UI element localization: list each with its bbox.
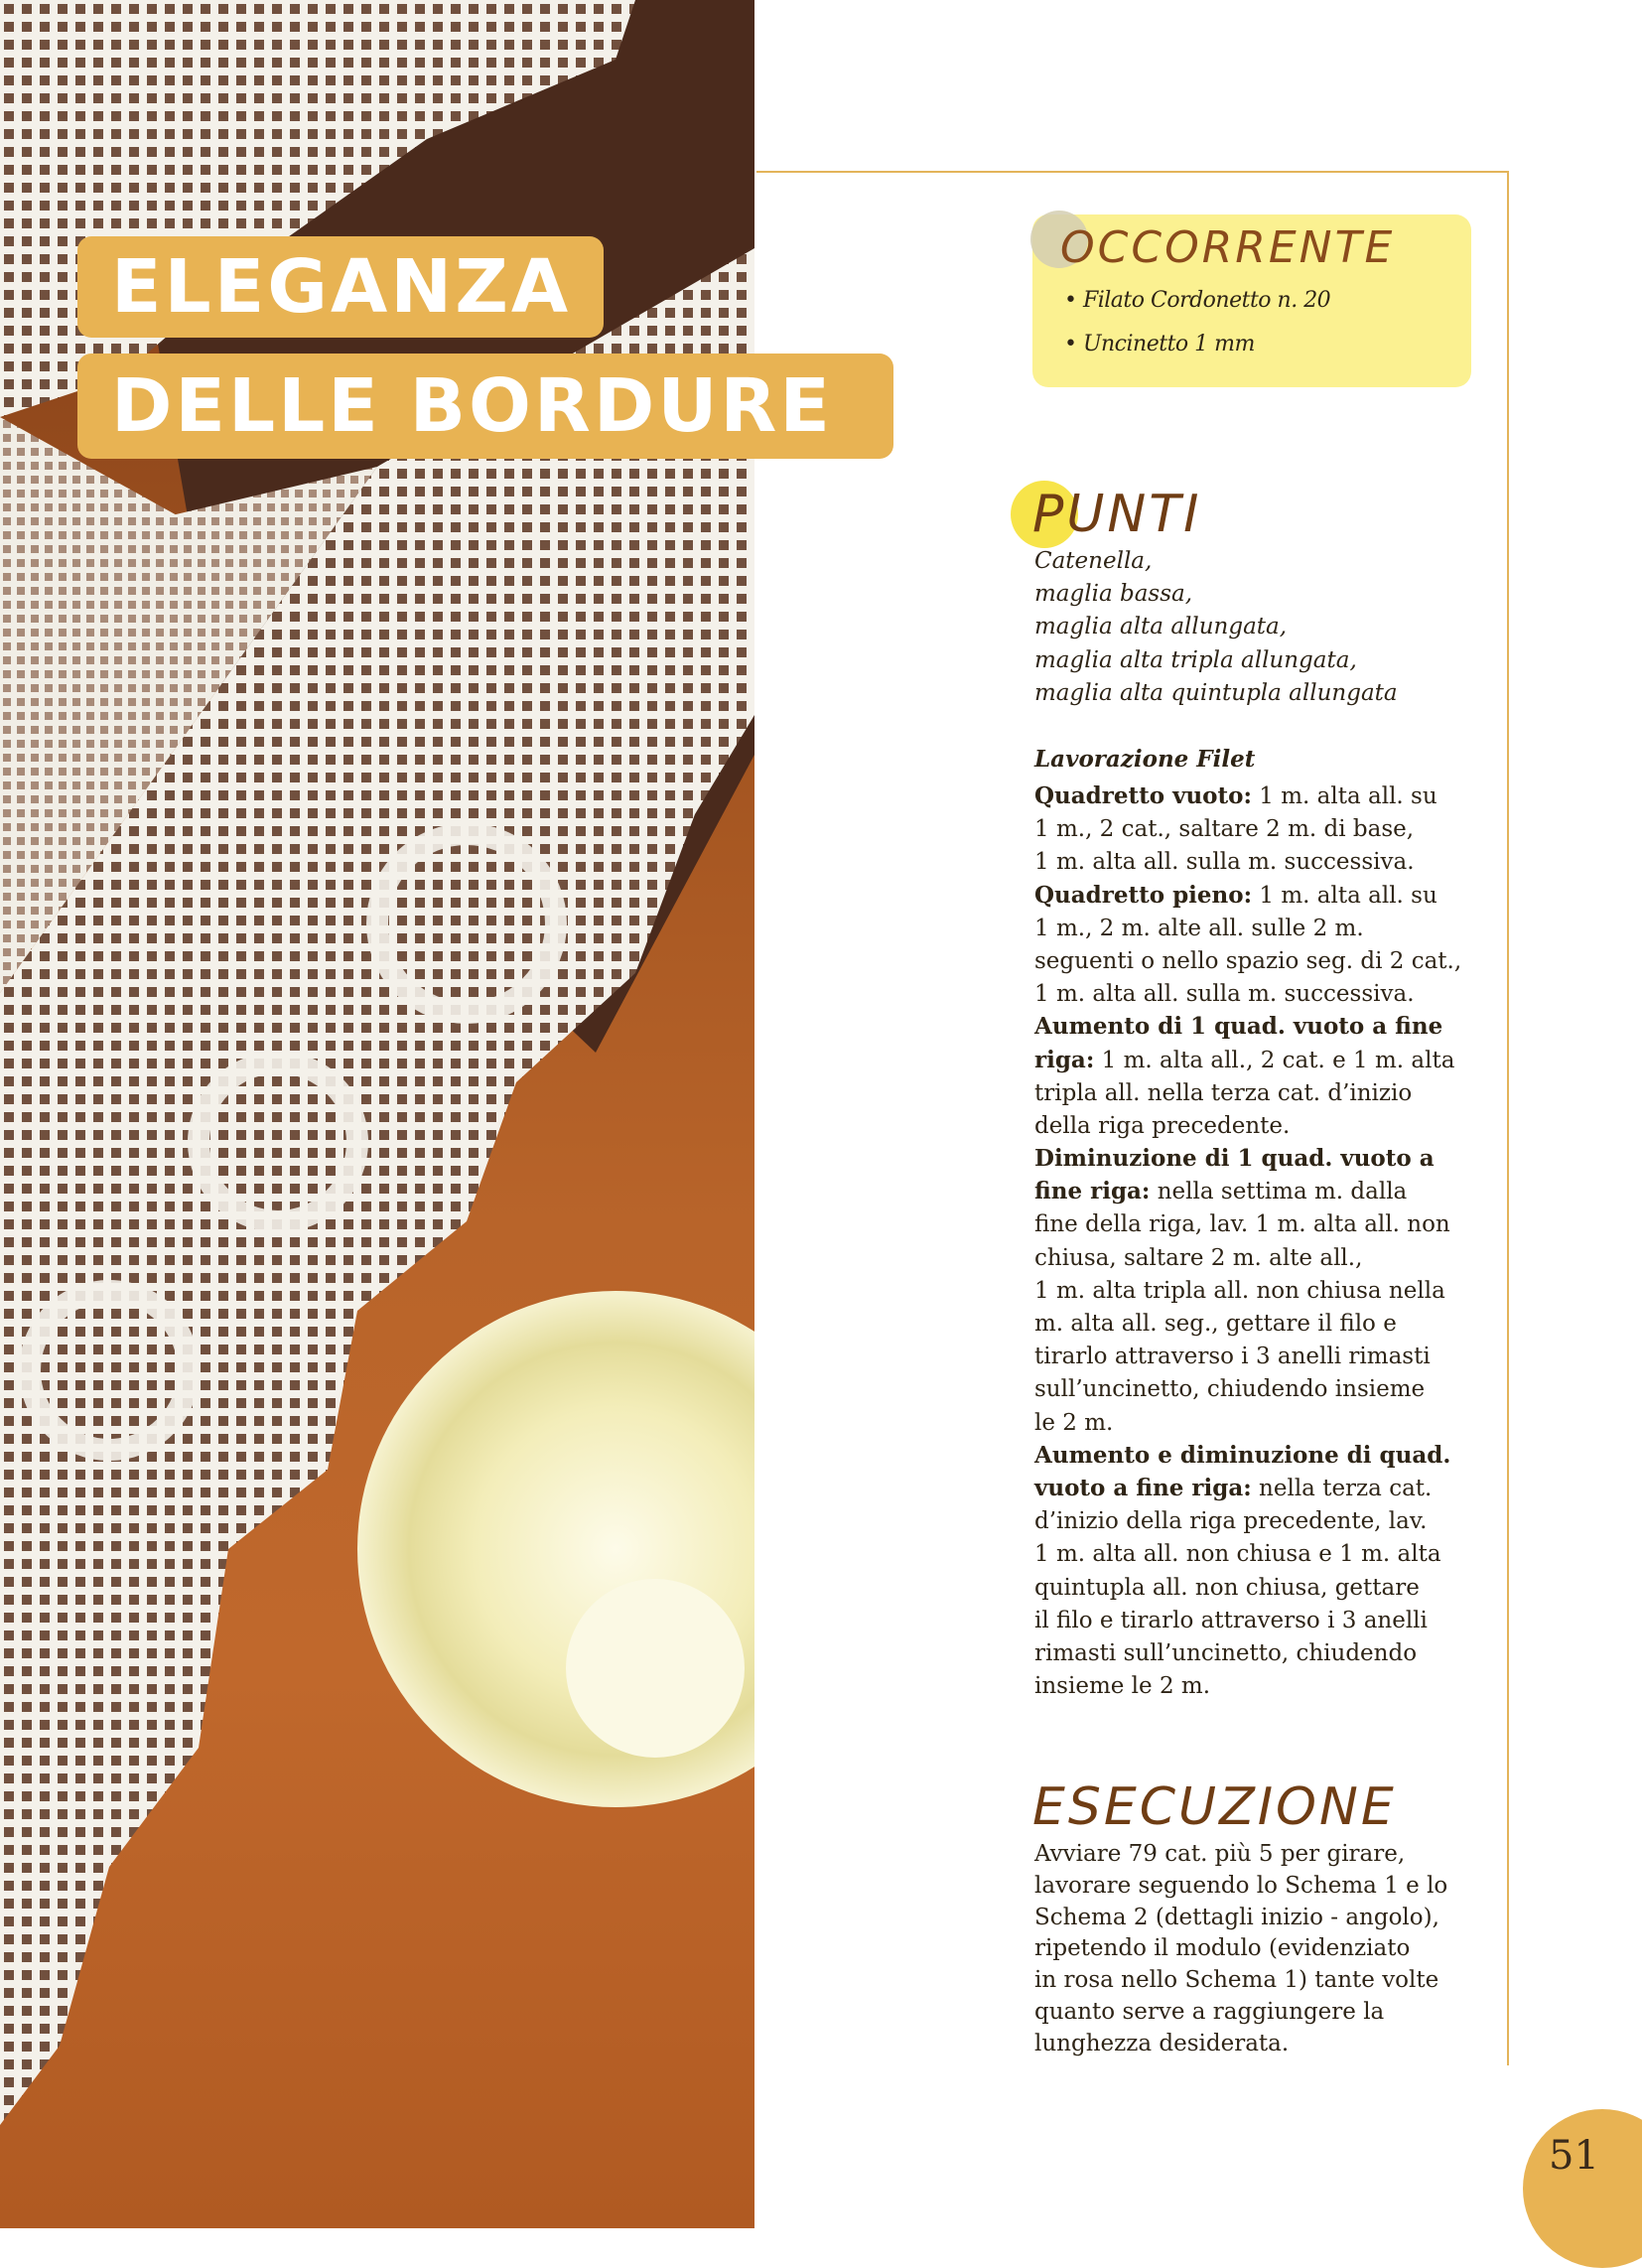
body-line: tirarlo attraverso i 3 anelli rimasti	[1034, 1344, 1431, 1370]
body-line: seguenti o nello spazio seg. di 2 cat.,	[1034, 947, 1462, 974]
body-line: della riga precedente.	[1034, 1112, 1291, 1139]
title-line-1: ELEGANZA	[77, 236, 604, 338]
body-line: Avviare 79 cat. più 5 per girare,	[1034, 1841, 1406, 1867]
body-line: 1 m., 2 m. alte all. sulle 2 m.	[1034, 915, 1364, 941]
body-line: Diminuzione di 1 quad. vuoto a	[1034, 1145, 1435, 1173]
body-line: chiusa, saltare 2 m. alte all.,	[1034, 1244, 1363, 1271]
punti-heading: PUNTI	[1032, 485, 1202, 544]
body-line: Quadretto vuoto: 1 m. alta all. su	[1034, 782, 1437, 809]
body-line: riga: 1 m. alta all., 2 cat. e 1 m. alta	[1034, 1046, 1455, 1073]
body-line: 1 m. alta tripla all. non chiusa nella	[1034, 1277, 1445, 1304]
body-line: Quadretto pieno: 1 m. alta all. su	[1034, 881, 1437, 909]
body-line: Schema 2 (dettagli inizio - angolo),	[1034, 1904, 1439, 1930]
esecuzione-heading: ESECUZIONE	[1032, 1777, 1397, 1837]
body-line: il filo e tirarlo attraverso i 3 anelli	[1034, 1607, 1428, 1633]
frame-right-divider	[1507, 171, 1509, 2065]
lavorazione-filet-label	[1034, 746, 1255, 773]
body-line: Aumento di 1 quad. vuoto a fine	[1034, 1013, 1443, 1041]
body-line: m. alta all. seg., gettare il filo e	[1034, 1311, 1397, 1337]
body-line: rimasti sull’uncinetto, chiudendo	[1034, 1639, 1418, 1666]
body-line: ripetendo il modulo (evidenziato	[1034, 1935, 1411, 1962]
body-line: in rosa nello Schema 1) tante volte	[1034, 1967, 1439, 1994]
body-line: quanto serve a raggiungere la	[1034, 1998, 1385, 2025]
lavorazione-filet-title: Lavorazione Filet	[1034, 746, 1256, 773]
page-number: 51	[1549, 2133, 1599, 2179]
body-line: sull’uncinetto, chiudendo insieme	[1034, 1376, 1426, 1403]
body-line: 1 m. alta all. sulla m. successiva.	[1034, 849, 1415, 876]
stitch-item: maglia alta allungata,	[1034, 614, 1288, 640]
occorrente-heading: OCCORRENTE	[1060, 222, 1396, 273]
lavorazione-filet-body	[1034, 780, 1461, 1702]
body-line: le 2 m.	[1034, 1409, 1114, 1436]
body-line: 1 m. alta all. non chiusa e 1 m. alta	[1034, 1541, 1441, 1568]
punti-stitch-list	[1034, 545, 1398, 710]
occorrente-item: • Filato Cordonetto n. 20	[1064, 288, 1331, 313]
body-line: fine riga: nella settima m. dalla	[1034, 1178, 1408, 1205]
body-line: quintupla all. non chiusa, gettare	[1034, 1574, 1420, 1601]
body-line: lunghezza desiderata.	[1034, 2030, 1290, 2056]
stitch-item: maglia alta tripla allungata,	[1034, 646, 1357, 673]
body-line: fine della riga, lav. 1 m. alta all. non	[1034, 1211, 1450, 1238]
stitch-item: Catenella,	[1034, 548, 1153, 574]
stitch-item: maglia bassa,	[1034, 581, 1193, 608]
esecuzione-body	[1034, 1839, 1447, 2060]
title-line-2: DELLE BORDURE	[77, 354, 893, 459]
body-line: d’inizio della riga precedente, lav.	[1034, 1508, 1428, 1535]
body-line: Aumento e diminuzione di quad.	[1034, 1441, 1451, 1469]
body-line: vuoto a fine riga: nella terza cat.	[1034, 1474, 1433, 1501]
body-line: insieme le 2 m.	[1034, 1673, 1211, 1700]
occorrente-item: • Uncinetto 1 mm	[1064, 332, 1255, 356]
stitch-item: maglia alta quintupla allungata	[1034, 679, 1398, 706]
body-line: 1 m., 2 cat., saltare 2 m. di base,	[1034, 816, 1415, 843]
body-line: lavorare seguendo lo Schema 1 e lo	[1034, 1872, 1448, 1899]
body-line: tripla all. nella terza cat. d’inizio	[1034, 1079, 1413, 1106]
body-line: 1 m. alta all. sulla m. successiva.	[1034, 981, 1415, 1008]
frame-top-divider	[756, 171, 1509, 173]
